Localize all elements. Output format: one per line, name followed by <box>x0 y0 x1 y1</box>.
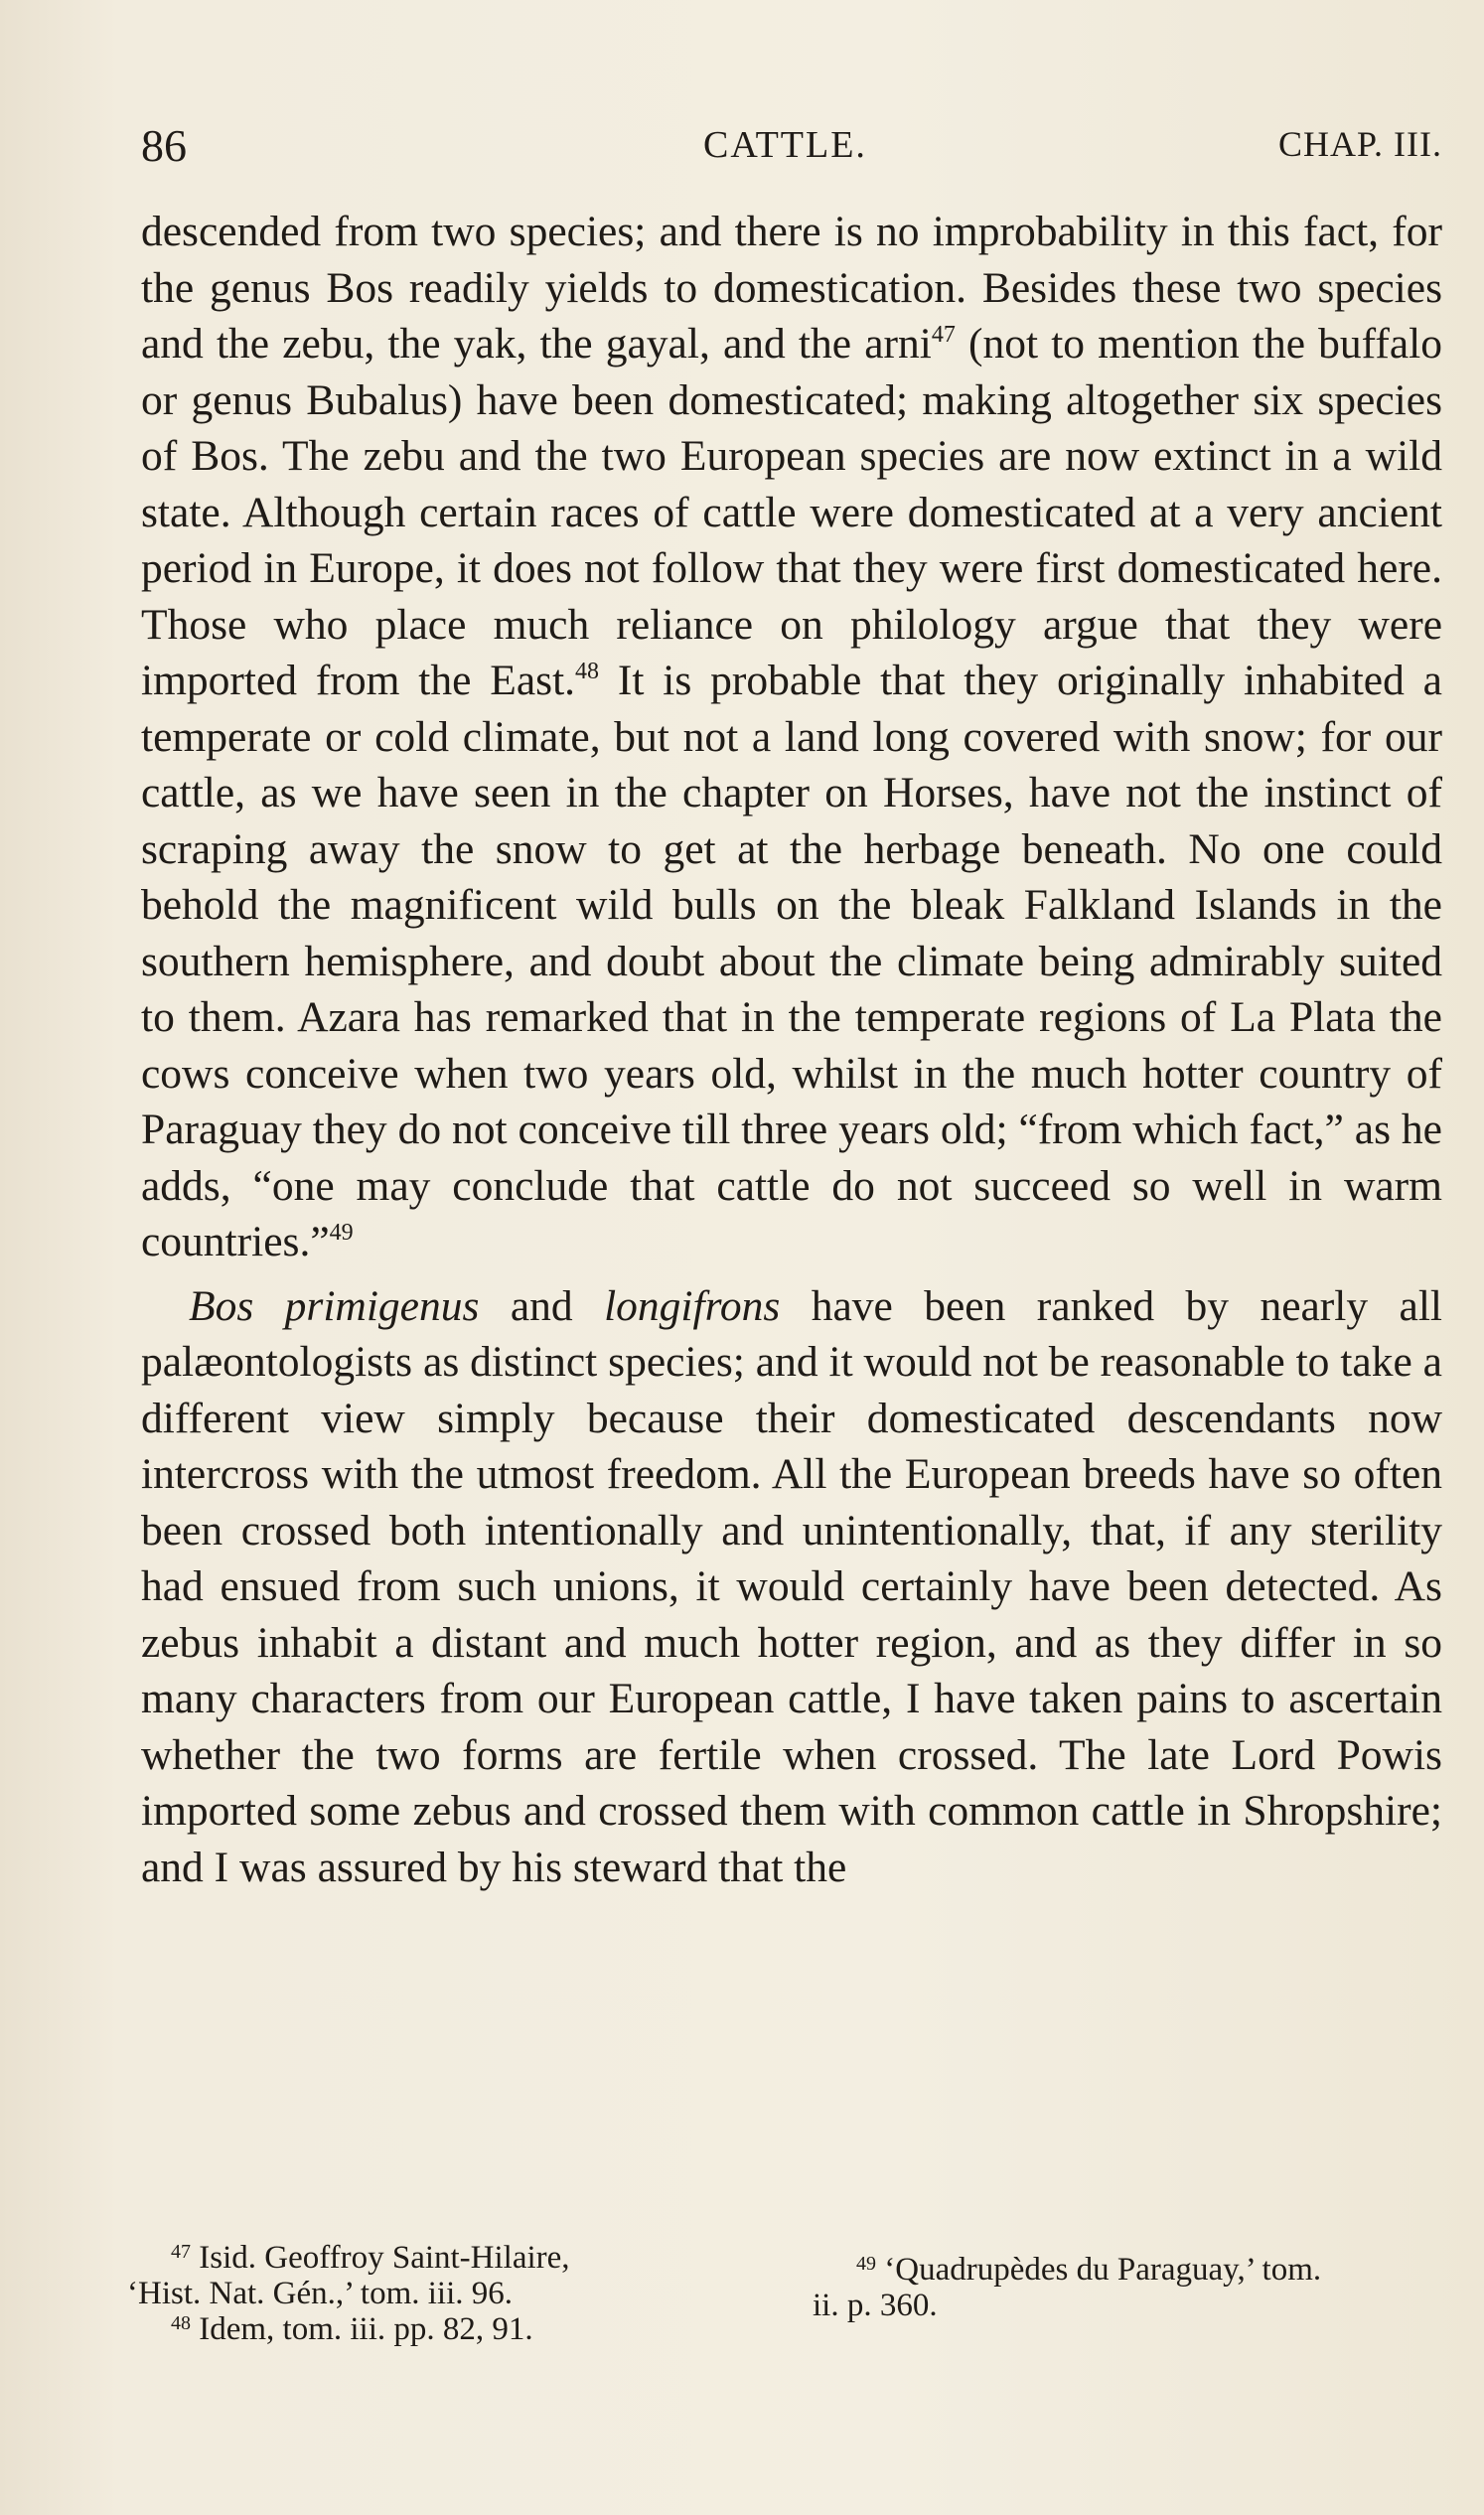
footnote-ref-48: 48 <box>575 659 600 684</box>
footnote-ref-49: 49 <box>329 1220 354 1246</box>
text-run: It is probable that they originally inhabited a temperate or cold climate, but not a land long covered with snow; for our cattle, as we have seen in the chapter on Horses, have not the instinct of scraping away the snow to get at the herbage beneath. No one could behold the magnificent wild bulls on the bleak Falkland Islands in the southern hemisphere, and doubt about the climate being admirably suited to them. Azara has remarked that in the temperate regions of La Plata the cows conceive when two years old, whilst in the much hotter country of Paraguay they do not conceive till three years old; “from which fact,” as he adds, “one may conclude that cattle do not succeed so well in warm countries.” <box>141 657 1442 1265</box>
footnote-47-line-1 <box>127 2240 763 2276</box>
footnote-49-number: 49 <box>856 2253 876 2275</box>
chapter-label: CHAP. III. <box>1277 124 1442 164</box>
footnote-48 <box>127 2311 763 2347</box>
page-number: 86 <box>141 120 187 171</box>
footnote-48-number: 48 <box>171 2312 191 2334</box>
footnote-48-text: Idem, tom. iii. pp. 82, 91. <box>199 2311 533 2347</box>
footnotes-left-column <box>127 2240 763 2347</box>
italic-term: Bos primigenus <box>189 1281 480 1330</box>
italic-term: longifrons <box>604 1281 781 1330</box>
text-run: (not to mention the buffalo or genus Bubalus) have been domesticated; making altogether six species of Bos. The zebu and the two European species are now extinct in a wild state. Although certain races of cattle were domesticated at a very ancient period in Europe, it does not follow that they were first domesticated here. Those who place much reliance on philology argue that they were imported from the East. <box>141 320 1442 704</box>
footnotes-right-column <box>813 2252 1438 2323</box>
text-run: have been ranked by nearly all palæontologists as distinct species; and it would not be reasonable to take a different view simply because their domesticated descendants now intercross with the utmost freedom. All the European breeds have so often been crossed both intentionally and unintentionally, that, if any sterility had ensued from such unions, it would certainly have been detected. As zebus inhabit a distant and much hotter region, and as they differ in so many characters from our European cattle, I have taken pains to ascertain whether the two forms are fertile when crossed. The late Lord Powis imported some zebus and crossed them with common cattle in Shropshire; and I was assured by his steward that the <box>141 1281 1443 1891</box>
running-title: CATTLE. <box>703 124 867 166</box>
footnote-47-text-1: Isid. Geoffroy Saint-Hilaire, <box>199 2240 570 2276</box>
text-run: descended from two species; and there is no improbability in this fact, for the genus Bos readily yields to domestication. Besides these two species and the zebu, the yak, the gayal, and the arni <box>141 208 1442 368</box>
footnote-49-text-1: ‘Quadrupèdes du Paraguay,’ tom. <box>884 2252 1322 2288</box>
running-header <box>141 109 1442 179</box>
footnote-47-line-2: ‘Hist. Nat. Gén.,’ tom. iii. 96. <box>127 2276 514 2311</box>
footnote-47-number: 47 <box>171 2241 191 2263</box>
footnote-ref-47: 47 <box>931 322 956 348</box>
footnotes <box>127 2240 1438 2369</box>
footnote-49-line-1 <box>813 2252 1438 2288</box>
paragraph-2 <box>141 1278 1442 1896</box>
body-text <box>141 204 1442 1895</box>
text-run: and <box>479 1281 605 1330</box>
paragraph-1 <box>141 204 1442 1270</box>
footnote-49-line-2: ii. p. 360. <box>813 2288 938 2323</box>
